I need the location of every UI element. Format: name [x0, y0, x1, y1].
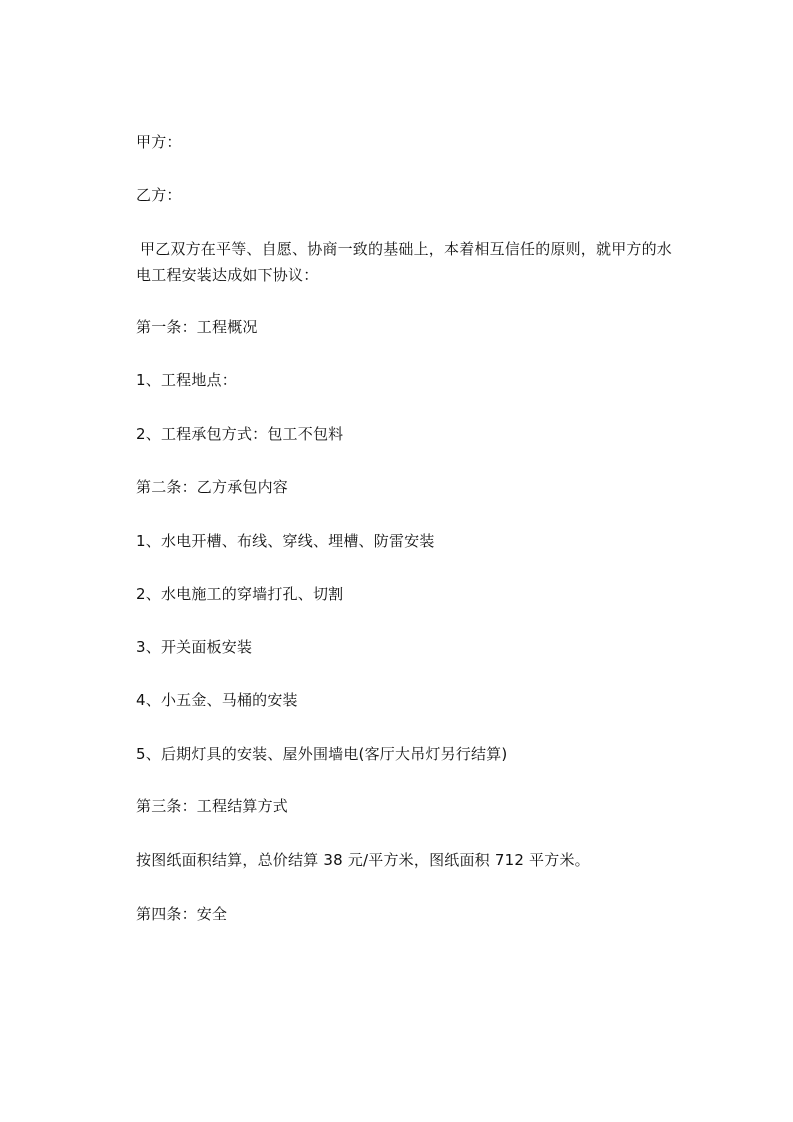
- article-2-item-1: 1、水电开槽、布线、穿线、埋槽、防雷安装: [136, 532, 435, 550]
- article-1-item-1: 1、工程地点：: [136, 371, 237, 389]
- intro-paragraph: [136, 236, 696, 288]
- article-3-text: 按图纸面积结算，总价结算 38 元/平方米，图纸面积 712 平方米。: [136, 851, 590, 869]
- article-2-item-5: 5、后期灯具的安装、屋外围墙电(客厅大吊灯另行结算): [136, 745, 508, 763]
- article-2-item-4: 4、小五金、马桶的安装: [136, 691, 298, 709]
- article-3-title: 第三条：工程结算方式: [136, 797, 289, 815]
- article-1-item-2: 2、工程承包方式：包工不包料: [136, 425, 344, 443]
- article-4-title: 第四条：安全: [136, 905, 228, 923]
- intro-line-1: 甲乙双方在平等、自愿、协商一致的基础上，本着相互信任的原则，就甲方的水: [140, 240, 673, 258]
- party-b-label: 乙方：: [136, 186, 182, 204]
- article-1-title: 第一条：工程概况: [136, 318, 258, 336]
- article-2-item-3: 3、开关面板安装: [136, 638, 253, 656]
- article-2-title: 第二条：乙方承包内容: [136, 478, 289, 496]
- article-2-item-2: 2、水电施工的穿墙打孔、切割: [136, 585, 344, 603]
- intro-line-2: 电工程安装达成如下协议：: [136, 266, 319, 284]
- party-a-label: 甲方：: [136, 133, 182, 151]
